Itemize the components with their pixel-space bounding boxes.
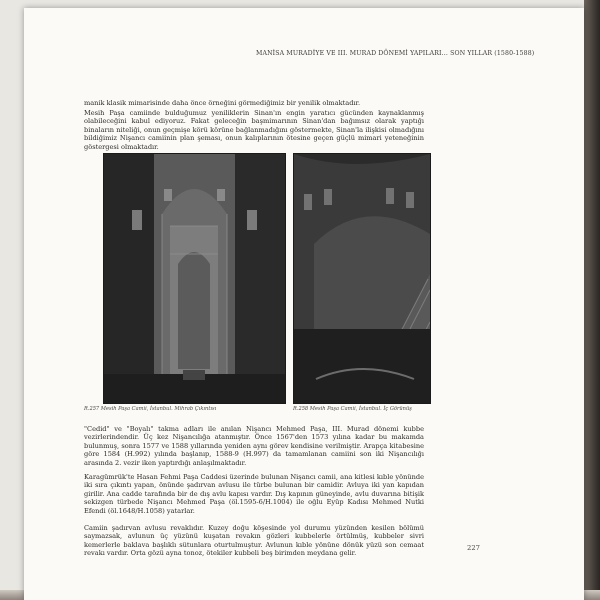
mihrab-photo <box>103 153 286 404</box>
paragraph-3: "Cedid" ve "Boyalı" takma adları ile anılan Nişancı Mehmed Paşa, III. Murad dönemi kubbe vezirlerindendir. Üç kez Nişancılığa atanmıştır. Önce 1567'den 1573 yılına kadar bu makamda bulunmuş, sonra 1577 ve 1588 yıllarında yeniden aynı görev kendisine verilmiştir. Arapça kitabesine göre 1584 (H.992) yılında başlanıp, 1588-9 (H.997) da tamamlanan camiini son iki Nişancılığı arasında 2. vezir iken yaptırdığı anlaşılmaktadır. <box>84 424 424 467</box>
photo-caption-left: R.257 Mesih Paşa Camii, İstanbul. Mihrab Çıkıntısı <box>84 406 217 412</box>
book-spine-shadow <box>584 0 600 600</box>
interior-photo <box>293 153 431 404</box>
running-head: MANİSA MURADİYE VE III. MURAD DÖNEMİ YAPILARI... SON YILLAR (1580-1588) <box>256 50 535 57</box>
paragraph-1: manik klasik mimarisinde daha önce örneğini görmediğimiz bir yenilik olmaktadır. <box>84 98 361 107</box>
mihrab-photo-illustration <box>104 154 285 403</box>
paragraph-2: Mesih Paşa camiinde bulduğumuz yeniliklerin Sinan'ın engin yaratıcı gücünden kaynaklanmış olabileceğini kabul ediyoruz. Fakat geleceğin başmimarının Sinan'dan bağımsız olarak yaptığı binaların niteliği, onun geçmişe körü körüne bağlanmadığını göstermekte, Sinan'la ilişkisi olmadığını bildiğimiz Nişancı camiinin plan şeması, onun kalıplarının ötesine geçen güçlü mimari yeteneğinin göstergesi olmaktadır. <box>84 108 424 151</box>
page-number: 227 <box>467 544 480 552</box>
paragraph-5: Camiin şadırvan avlusu revaklıdır. Kuzey doğu köşesinde yol durumu yüzünden kesilen bölümü saymazsak, avlunun üç yüzünü kuşatan revakın gözleri kubbelerle örtülmüş, kubbeler sivri kemerlerle baklava başlıklı sütunlara oturtulmuştur. Avlunun kıble yönüne dönük yüzü son cemaat revakı vardır. Orta gözü ayna tonoz, ötekiler kubbeli beş birimden meydana gelir. <box>84 523 424 558</box>
paragraph-4: Karagümrük'te Hasan Fehmi Paşa Caddesi üzerinde bulunan Nişancı camii, ana kitlesi kıble yönünde iki sıra çıkıntı yapan, önünde şadırvan avlusu ile türbe bulunan bir camidir. Avluya iki yan kapıdan girilir. Ana cadde tarafında bir de dış avlu kapısı vardır. Dış kapının güneyinde, avlu duvarına bitişik sekizgen türbede Nişancı Mehmed Paşa (öl.1595-6/H.1004) ile oğlu Eyüp Kadısı Mehmed Nutki Efendi (öl.1648/H.1058) yatarlar. <box>84 472 424 515</box>
photo-caption-right: R.258 Mesih Paşa Camii, İstanbul. İç Görünüş <box>293 406 412 412</box>
interior-photo-illustration <box>294 154 430 403</box>
